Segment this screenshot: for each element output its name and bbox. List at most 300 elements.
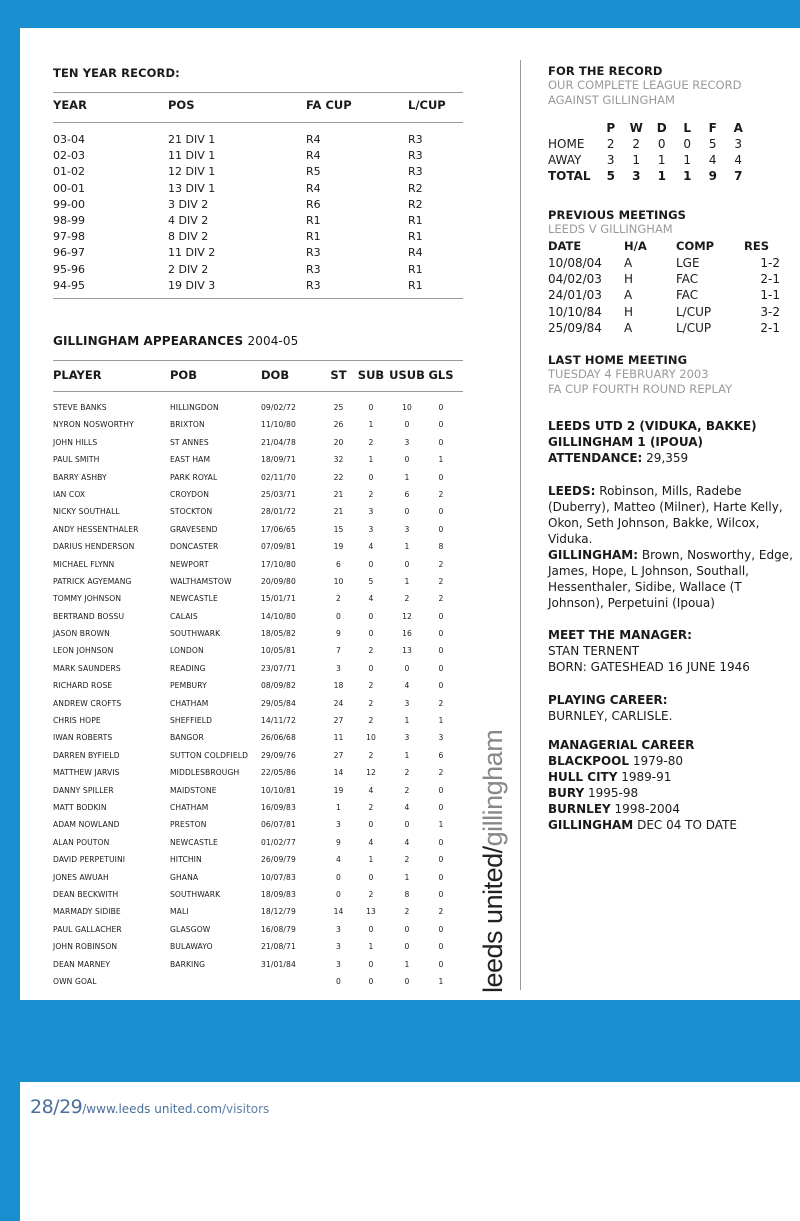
club-name: BURY: [548, 786, 585, 800]
manager-name: STAN TERNENT: [548, 644, 640, 658]
sub-cell: 2: [368, 437, 374, 447]
footer: [30, 1096, 269, 1118]
dob-cell: 09/02/72: [261, 403, 296, 412]
manager-born: BORN: GATESHEAD 16 JUNE 1946: [548, 660, 750, 674]
dob-cell: 02/11/70: [261, 472, 296, 482]
ten-year-record: [53, 66, 463, 299]
fa-cup-cell: R1: [306, 213, 321, 227]
pob-cell: MAIDSTONE: [170, 785, 217, 795]
dob-cell: 18/05/82: [261, 629, 296, 639]
table-row: [53, 608, 463, 625]
l-cup-cell: R3: [408, 149, 423, 163]
attendance: [548, 450, 793, 466]
player-cell: PAUL SMITH: [53, 455, 100, 465]
res-cell: 1-1: [760, 288, 780, 303]
sub-cell: 2: [368, 889, 374, 899]
pob-cell: CALAIS: [170, 611, 198, 621]
gls-cell: 0: [438, 646, 444, 656]
table-row: [53, 148, 463, 164]
gls-cell: 1: [438, 716, 444, 726]
fa-cup-cell: R3: [306, 262, 321, 276]
st-cell: 18: [333, 681, 344, 691]
table-row: [53, 469, 463, 486]
record-header-cell: W: [629, 121, 643, 135]
gls-cell: 1: [438, 820, 444, 830]
player-cell: IAN COX: [53, 489, 86, 499]
player-cell: MARMADY SIDIBE: [53, 907, 121, 917]
st-cell: 19: [333, 542, 344, 552]
pos-cell: 3 DIV 2: [168, 197, 209, 211]
usub-cell: 8: [404, 889, 410, 899]
comp-cell: L/CUP: [676, 304, 712, 319]
usub-cell: 0: [404, 559, 410, 569]
sub-cell: 2: [368, 646, 374, 656]
record-value-cell: 5: [708, 137, 717, 151]
table-row: [53, 747, 463, 764]
dob-cell: 18/09/83: [261, 889, 296, 899]
gls-cell: 2: [438, 594, 444, 604]
usub-cell: 2: [404, 594, 410, 604]
pob-cell: HILLINGDON: [170, 403, 219, 412]
record-table: [548, 120, 793, 184]
st-cell: 0: [336, 611, 341, 621]
record-label-cell: AWAY: [548, 153, 582, 167]
fa-cup-cell: R4: [306, 149, 321, 163]
fa-cup-cell: R3: [306, 246, 321, 260]
table-row: [53, 782, 463, 799]
usub-cell: 0: [404, 420, 410, 430]
club-name: BURNLEY: [548, 802, 611, 816]
gls-cell: 0: [438, 942, 444, 952]
dob-cell: 10/10/81: [261, 785, 296, 795]
gls-cell: 0: [438, 872, 444, 882]
usub-cell: 6: [404, 489, 410, 499]
pob-cell: LONDON: [170, 646, 204, 656]
brand-part2: gillingham: [478, 729, 508, 847]
record-label-cell: HOME: [548, 137, 585, 151]
footer-url-path: /visitors: [221, 1102, 270, 1116]
st-cell: 2: [336, 594, 341, 604]
player-cell: ANDY HESSENTHALER: [53, 524, 139, 534]
dob-cell: 21/04/78: [261, 437, 296, 447]
sub-cell: 0: [368, 403, 374, 412]
gls-cell: 0: [438, 837, 444, 847]
pob-cell: SOUTHWARK: [170, 629, 221, 639]
sub-cell: 2: [368, 489, 374, 499]
player-cell: DEAN BECKWITH: [53, 889, 119, 899]
club-name: GILLINGHAM: [548, 818, 634, 832]
l-cup-cell: R3: [408, 165, 423, 179]
gls-cell: 1: [438, 455, 444, 465]
table-row: [53, 416, 463, 433]
col-pob: POB: [170, 368, 197, 382]
previous-subtitle: LEEDS V GILLINGHAM: [548, 222, 673, 236]
fa-cup-cell: R3: [306, 278, 321, 292]
record-subtitle-1: OUR COMPLETE LEAGUE RECORD: [548, 78, 742, 92]
table-row: [53, 229, 463, 245]
table-row: [53, 399, 463, 416]
st-cell: 9: [336, 837, 341, 847]
ha-cell: A: [624, 320, 633, 335]
gillingham-team: Brown, Nosworthy, Edge, James, Hope, L Johnson, Southall, Hessenthaler, Sidibe, Wallace (T Johnson), Perpetuini (Ipoua): [548, 548, 793, 610]
brand-vertical: [478, 730, 509, 993]
st-cell: 0: [336, 889, 341, 899]
usub-cell: 0: [404, 663, 410, 673]
previous-meetings: [548, 208, 793, 336]
player-cell: MARK SAUNDERS: [53, 663, 121, 673]
table-row: [53, 903, 463, 920]
sub-cell: 1: [368, 942, 374, 952]
gls-cell: 8: [438, 542, 444, 552]
res-cell: 1-2: [760, 256, 780, 270]
gls-cell: 2: [438, 698, 444, 708]
player-cell: RICHARD ROSE: [53, 681, 113, 691]
player-cell: PATRICK AGYEMANG: [53, 576, 132, 586]
table-row: [53, 764, 463, 781]
previous-rows: [548, 255, 793, 336]
usub-cell: 3: [404, 733, 410, 743]
st-cell: 21: [333, 489, 344, 499]
st-cell: 32: [333, 455, 344, 465]
st-cell: 24: [333, 698, 344, 708]
pob-cell: BULAWAYO: [170, 942, 213, 952]
dob-cell: [261, 973, 323, 990]
player-cell: TOMMY JOHNSON: [53, 594, 122, 604]
table-row: [548, 320, 793, 336]
comp-cell: LGE: [676, 256, 700, 270]
sub-cell: 0: [368, 976, 374, 986]
comp-cell: FAC: [676, 272, 699, 287]
comp-cell: FAC: [676, 288, 699, 303]
sub-cell: 2: [368, 681, 374, 691]
table-row: [53, 869, 463, 886]
usub-cell: 10: [402, 403, 412, 412]
record-value-cell: 2: [606, 137, 615, 151]
ha-cell: A: [624, 288, 633, 303]
table-row: [548, 304, 793, 320]
dob-cell: 01/02/77: [261, 837, 296, 847]
sub-cell: 2: [368, 698, 374, 708]
col-st: ST: [330, 368, 347, 382]
player-cell: ANDREW CROFTS: [53, 698, 122, 708]
table-row: [53, 625, 463, 642]
gls-cell: 1: [438, 976, 444, 986]
usub-cell: 4: [404, 802, 410, 812]
score-gillingham: GILLINGHAM 1 (IPOUA): [548, 435, 704, 449]
record-value-cell: 2: [632, 137, 641, 151]
sub-cell: 3: [368, 524, 374, 534]
dob-cell: 21/08/71: [261, 942, 296, 952]
line-ups: [548, 483, 793, 611]
table-row: [53, 660, 463, 677]
gls-cell: 0: [438, 889, 444, 899]
table-row: [53, 486, 463, 503]
player-cell: MICHAEL FLYNN: [53, 559, 115, 569]
club-years: 1989-91: [621, 770, 672, 784]
record-value-cell: 0: [657, 137, 666, 151]
list-item: [548, 753, 793, 769]
st-cell: 27: [333, 716, 344, 726]
footer-url[interactable]: [82, 1102, 269, 1116]
sub-cell: 0: [368, 611, 374, 621]
st-cell: 0: [336, 976, 341, 986]
dob-cell: 16/08/79: [261, 924, 296, 934]
pob-cell: DONCASTER: [170, 542, 219, 552]
record-title: FOR THE RECORD: [548, 64, 663, 78]
table-row: [53, 677, 463, 694]
table-row: [53, 695, 463, 712]
l-cup-cell: R1: [408, 213, 423, 227]
year-cell: 99-00: [53, 197, 85, 211]
st-cell: 11: [333, 733, 344, 743]
player-cell: DARIUS HENDERSON: [53, 542, 135, 552]
usub-cell: 0: [404, 820, 410, 830]
list-item: [548, 785, 793, 801]
gls-cell: 0: [438, 959, 444, 969]
usub-cell: 16: [402, 629, 412, 639]
table-row: [53, 851, 463, 868]
pob-cell: SUTTON COLDFIELD: [170, 750, 249, 760]
st-cell: 10: [333, 576, 344, 586]
record-value-cell: 0: [683, 137, 692, 151]
gls-cell: 0: [438, 855, 444, 865]
gls-cell: 2: [438, 768, 444, 778]
year-cell: 96-97: [53, 246, 85, 260]
club-years: 1979-80: [632, 754, 683, 768]
pob-cell: CHATHAM: [170, 802, 209, 812]
player-cell: DAVID PERPETUINI: [53, 855, 126, 865]
table-row: [548, 271, 793, 287]
dob-cell: 23/07/71: [261, 663, 296, 673]
col-ha: H/A: [624, 239, 647, 253]
col-pos: POS: [168, 98, 195, 112]
record-value-cell: 1: [632, 153, 641, 167]
pob-cell: NEWCASTLE: [170, 594, 218, 604]
st-cell: 20: [333, 437, 344, 447]
dob-cell: 06/07/81: [261, 820, 296, 830]
usub-cell: 1: [404, 576, 410, 586]
date-cell: 04/02/03: [548, 272, 602, 287]
pos-cell: 11 DIV 1: [168, 149, 216, 163]
sub-cell: 4: [368, 594, 374, 604]
table-row: [53, 973, 463, 990]
pob-cell: CHATHAM: [170, 698, 209, 708]
dob-cell: 29/05/84: [261, 698, 296, 708]
dob-cell: 25/03/71: [261, 489, 296, 499]
usub-cell: 0: [404, 455, 410, 465]
record-header-cell: P: [606, 121, 616, 135]
sub-cell: 4: [368, 542, 374, 552]
dob-cell: 17/10/80: [261, 559, 296, 569]
usub-cell: 3: [404, 698, 410, 708]
st-cell: 25: [333, 403, 344, 412]
record-value-cell: 9: [708, 169, 717, 183]
list-item: [548, 769, 793, 785]
fa-cup-cell: R4: [306, 133, 321, 146]
sub-cell: 1: [368, 455, 374, 465]
pob-cell: MALI: [170, 907, 189, 917]
pob-cell: SHEFFIELD: [170, 716, 213, 726]
record-value-cell: 7: [734, 169, 743, 183]
usub-cell: 0: [404, 942, 410, 952]
table-row: [53, 956, 463, 973]
record-value-cell: 3: [734, 137, 743, 151]
managerial-title: MANAGERIAL CAREER: [548, 738, 695, 752]
record-header-cell: A: [733, 121, 743, 135]
table-row: [53, 278, 463, 294]
pob-cell: GLASGOW: [170, 924, 211, 934]
pob-cell: PEMBURY: [170, 681, 207, 691]
record-value-cell: 1: [657, 169, 666, 183]
fa-cup-cell: R4: [306, 181, 321, 195]
pob-cell: BRIXTON: [170, 420, 205, 430]
gls-cell: 0: [438, 681, 444, 691]
pob-cell: SOUTHWARK: [170, 889, 221, 899]
player-cell: BARRY ASHBY: [53, 472, 107, 482]
player-cell: JOHN HILLS: [53, 437, 98, 447]
table-row: [53, 538, 463, 555]
year-cell: 94-95: [53, 278, 85, 292]
pos-cell: 12 DIV 1: [168, 165, 216, 179]
record-header-cell: D: [656, 121, 667, 135]
gillingham-lineup: [548, 547, 793, 611]
st-cell: 3: [336, 924, 341, 934]
player-cell: DANNY SPILLER: [53, 785, 114, 795]
sub-cell: 4: [368, 785, 374, 795]
dob-cell: 10/07/83: [261, 872, 296, 882]
sub-cell: 1: [368, 420, 374, 430]
pob-cell: NEWCASTLE: [170, 837, 218, 847]
st-cell: 6: [336, 559, 341, 569]
last-home-date: TUESDAY 4 FEBRUARY 2003: [548, 367, 709, 381]
usub-cell: 3: [404, 437, 410, 447]
table-row: [548, 168, 793, 184]
st-cell: 19: [333, 785, 344, 795]
pob-cell: [170, 973, 261, 990]
usub-cell: 1: [404, 716, 410, 726]
dob-cell: 28/01/72: [261, 507, 296, 517]
managerial-clubs: [548, 753, 793, 833]
player-cell: NICKY SOUTHALL: [53, 507, 120, 517]
dob-cell: 14/10/80: [261, 611, 296, 621]
gls-cell: 2: [438, 576, 444, 586]
player-cell: CHRIS HOPE: [53, 716, 101, 726]
club-years: DEC 04 TO DATE: [637, 818, 737, 832]
player-cell: DARREN BYFIELD: [53, 750, 120, 760]
dob-cell: 18/09/71: [261, 455, 296, 465]
leeds-lineup: [548, 483, 793, 547]
st-cell: 3: [336, 820, 341, 830]
usub-cell: 1: [404, 750, 410, 760]
table-row: [53, 712, 463, 729]
playing-clubs: BURNLEY, CARLISLE.: [548, 709, 673, 723]
sub-cell: 0: [368, 663, 374, 673]
date-cell: 24/01/03: [548, 288, 602, 303]
dob-cell: 26/06/68: [261, 733, 296, 743]
usub-cell: 2: [404, 768, 410, 778]
attendance-value: 29,359: [646, 451, 689, 465]
st-cell: 3: [336, 663, 341, 673]
fa-cup-cell: R5: [306, 165, 321, 179]
gls-cell: 0: [438, 629, 444, 639]
l-cup-cell: R3: [408, 133, 423, 146]
column-divider: [520, 60, 521, 990]
pob-cell: BARKING: [170, 959, 206, 969]
player-cell: BERTRAND BOSSU: [53, 611, 125, 621]
record-value-cell: 4: [708, 153, 717, 167]
pos-cell: 11 DIV 2: [168, 246, 216, 260]
gls-cell: 0: [438, 437, 444, 447]
usub-cell: 0: [404, 976, 410, 986]
pob-cell: PARK ROYAL: [170, 472, 218, 482]
gillingham-label: GILLINGHAM:: [548, 548, 639, 562]
club-name: BLACKPOOL: [548, 754, 630, 768]
last-home-title: LAST HOME MEETING: [548, 353, 688, 367]
ten-year-title: TEN YEAR RECORD:: [53, 66, 180, 80]
dob-cell: 08/09/82: [261, 681, 296, 691]
col-year: YEAR: [53, 98, 87, 112]
pos-cell: 4 DIV 2: [168, 213, 209, 227]
page-numbers: 28/29: [30, 1096, 83, 1118]
sub-cell: 10: [366, 733, 376, 743]
pob-cell: GHANA: [170, 872, 199, 882]
year-cell: 01-02: [53, 165, 85, 179]
player-cell: JONES AWUAH: [53, 872, 109, 882]
attendance-label: ATTENDANCE:: [548, 451, 643, 465]
year-cell: 03-04: [53, 133, 85, 146]
st-cell: 3: [336, 959, 341, 969]
meet-the-manager: [548, 627, 793, 675]
table-row: [53, 729, 463, 746]
player-cell: DEAN MARNEY: [53, 959, 111, 969]
ha-cell: H: [624, 304, 634, 319]
table-row: [53, 834, 463, 851]
gls-cell: 3: [438, 733, 444, 743]
col-usub: USUB: [389, 368, 425, 382]
st-cell: 21: [333, 507, 344, 517]
ten-year-rows: [53, 123, 463, 299]
player-cell: JASON BROWN: [53, 629, 110, 639]
record-header-cell: [548, 120, 598, 136]
dob-cell: 14/11/72: [261, 716, 296, 726]
last-home-result: [548, 418, 793, 466]
dob-cell: 29/09/76: [261, 750, 296, 760]
table-row: [53, 799, 463, 816]
record-header-cell: F: [708, 121, 717, 135]
res-cell: 3-2: [760, 304, 780, 319]
record-header-row: [548, 120, 793, 136]
gls-cell: 0: [438, 802, 444, 812]
pos-cell: 8 DIV 2: [168, 230, 209, 244]
club-name: HULL CITY: [548, 770, 618, 784]
fa-cup-cell: R1: [306, 230, 321, 244]
sub-cell: 0: [368, 629, 374, 639]
appearances-header: [53, 360, 463, 392]
col-player: PLAYER: [53, 368, 102, 382]
col-date: DATE: [548, 239, 582, 253]
pos-cell: 2 DIV 2: [168, 262, 209, 276]
record-value-cell: 1: [657, 153, 666, 167]
gls-cell: 0: [438, 924, 444, 934]
table-row: [53, 590, 463, 607]
sub-cell: 2: [368, 716, 374, 726]
appearances-rows: [53, 392, 463, 990]
record-value-cell: 3: [632, 169, 641, 183]
dob-cell: 31/01/84: [261, 959, 296, 969]
dob-cell: 26/09/79: [261, 855, 296, 865]
table-row: [53, 556, 463, 573]
pob-cell: CROYDON: [170, 489, 209, 499]
